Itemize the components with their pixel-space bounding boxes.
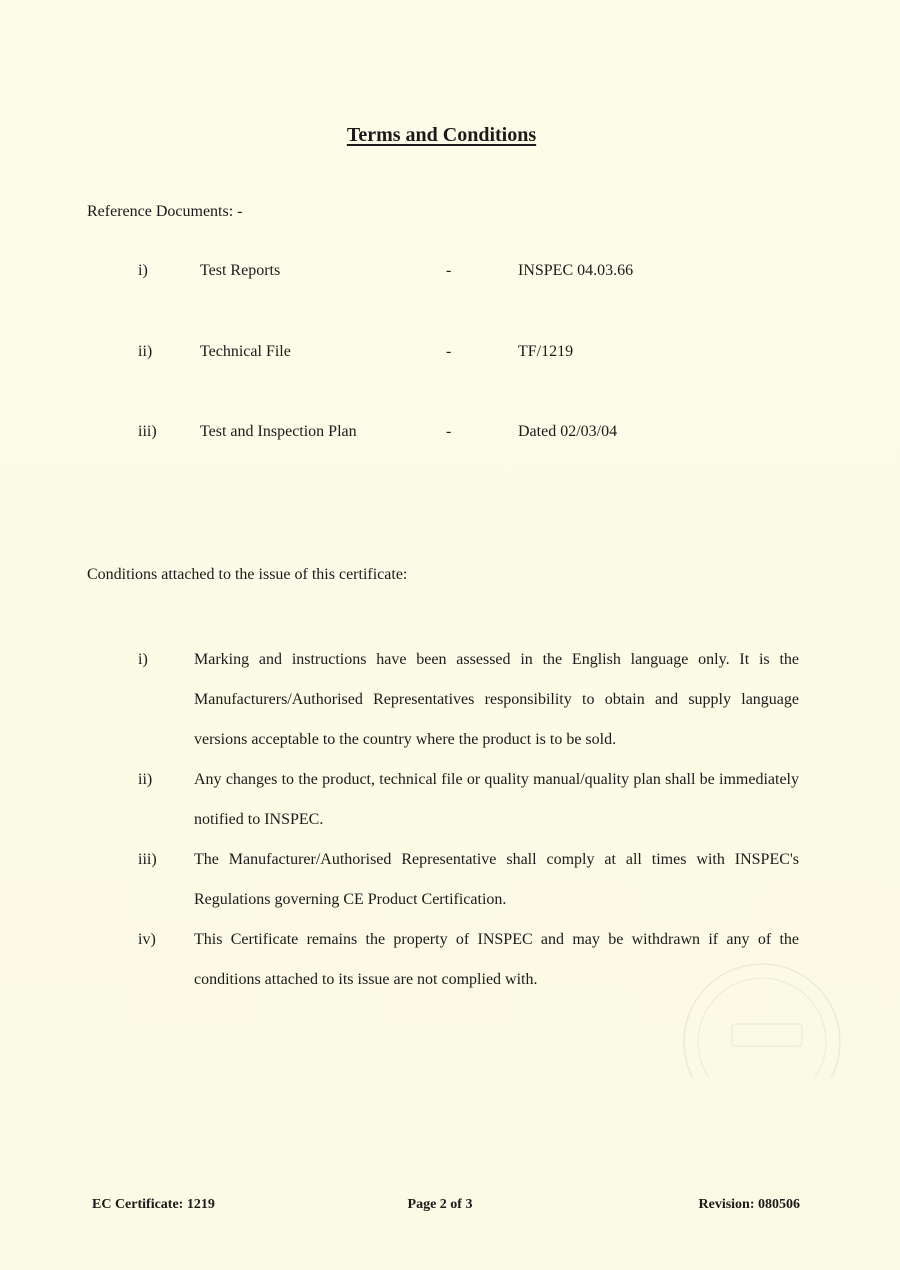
- condition-number: iii): [138, 851, 157, 868]
- condition-number: i): [138, 651, 148, 668]
- reference-value: TF/1219: [518, 343, 574, 360]
- condition-item: [0, 840, 900, 920]
- condition-number: iv): [138, 931, 156, 948]
- page-title: Terms and Conditions: [346, 124, 537, 146]
- footer-page-number: Page 2 of 3: [407, 1197, 473, 1212]
- reference-row: [0, 262, 900, 284]
- reference-value: INSPEC 04.03.66: [518, 262, 634, 279]
- condition-text: This Certificate remains the property of INSPEC and may be withdrawn if any of the conditions attached to its issue are not complied with.: [194, 931, 799, 988]
- reference-number: i): [138, 262, 148, 279]
- condition-text: Any changes to the product, technical file or quality manual/quality plan shall be immediately notified to INSPEC.: [194, 771, 799, 828]
- reference-documents-label: Reference Documents: -: [87, 203, 243, 220]
- condition-text: The Manufacturer/Authorised Representative shall comply at all times with INSPEC's Regulations governing CE Product Certification.: [194, 851, 799, 908]
- footer-certificate-number: EC Certificate: 1219: [92, 1197, 215, 1212]
- reference-value: Dated 02/03/04: [518, 423, 618, 440]
- reference-dash: -: [446, 423, 452, 440]
- conditions-list: [0, 640, 900, 1000]
- reference-name: Technical File: [200, 343, 291, 360]
- reference-dash: -: [446, 343, 452, 360]
- reference-name: Test and Inspection Plan: [200, 423, 357, 440]
- reference-number: iii): [138, 423, 157, 440]
- reference-number: ii): [138, 343, 153, 360]
- reference-row: [0, 343, 900, 365]
- reference-dash: -: [446, 262, 452, 279]
- reference-row: [0, 423, 900, 445]
- conditions-label: Conditions attached to the issue of this certificate:: [87, 566, 408, 583]
- condition-number: ii): [138, 771, 153, 788]
- condition-text: Marking and instructions have been assessed in the English language only. It is the Manufacturers/Authorised Representatives responsibility to obtain and supply language versions acceptable to the country where the product is to be sold.: [194, 651, 799, 748]
- condition-item: [0, 640, 900, 760]
- reference-name: Test Reports: [200, 262, 281, 279]
- condition-item: [0, 760, 900, 840]
- footer-revision: Revision: 080506: [698, 1197, 800, 1212]
- company-seal-stamp: [676, 958, 844, 1078]
